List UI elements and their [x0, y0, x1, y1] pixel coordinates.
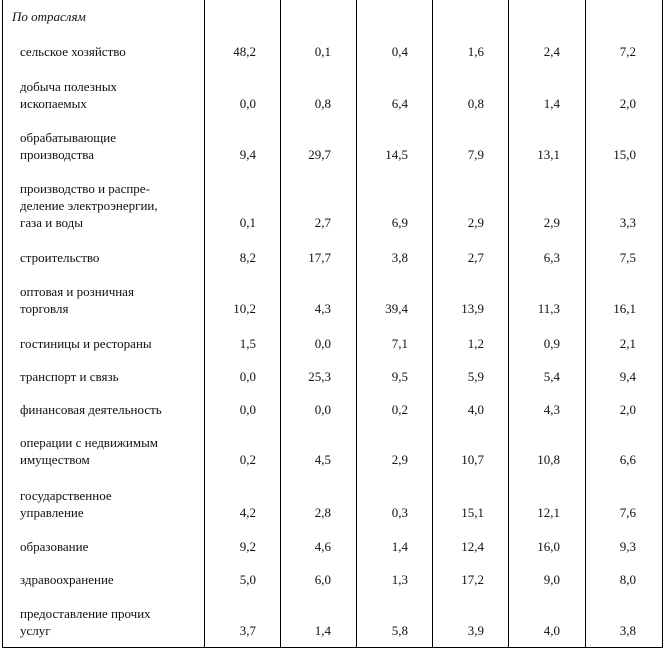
table-cell: 2,7 — [467, 250, 484, 265]
table-cell: 6,3 — [543, 250, 560, 265]
table-cell: 0,8 — [314, 96, 331, 111]
row-label: транспорт и связь — [20, 369, 119, 384]
row-label: производство и распре- — [20, 181, 150, 196]
table-cell: 0,0 — [239, 369, 256, 384]
table-cell: 5,8 — [391, 623, 408, 638]
table-cell: 17,2 — [461, 572, 484, 587]
table-cell: 0,0 — [239, 402, 256, 417]
table-cell: 10,2 — [233, 301, 256, 316]
table-cell: 9,5 — [391, 369, 408, 384]
table-cell: 2,1 — [619, 336, 636, 351]
table-cell: 12,4 — [461, 539, 484, 554]
table-cell: 5,9 — [467, 369, 484, 384]
table-cell: 4,0 — [543, 623, 560, 638]
row-label: торговля — [20, 301, 69, 316]
table-cell: 15,1 — [461, 505, 484, 520]
row-label: операции с недвижимым — [20, 435, 159, 450]
table-cell: 1,3 — [391, 572, 408, 587]
table-cell: 0,8 — [467, 96, 484, 111]
table-cell: 9,2 — [239, 539, 256, 554]
table-cell: 16,1 — [613, 301, 636, 316]
table-cell: 11,3 — [537, 301, 560, 316]
table-cell: 7,2 — [619, 44, 636, 59]
table-cell: 5,4 — [543, 369, 560, 384]
table-cell: 4,6 — [314, 539, 331, 554]
table-cell: 10,8 — [537, 452, 560, 467]
table-cell: 14,5 — [385, 147, 408, 162]
table-cell: 0,4 — [391, 44, 408, 59]
table-cell: 7,6 — [619, 505, 636, 520]
table-cell: 4,0 — [467, 402, 484, 417]
row-label: образование — [20, 539, 89, 554]
table-cell: 12,1 — [537, 505, 560, 520]
table-cell: 0,0 — [239, 96, 256, 111]
row-label: гостиницы и рестораны — [20, 336, 152, 351]
table-frame — [2, 0, 663, 648]
row-label: производства — [20, 147, 95, 162]
table-cell: 6,4 — [391, 96, 408, 111]
table-cell: 1,4 — [391, 539, 408, 554]
row-label: предоставление прочих — [20, 606, 151, 621]
row-label: услуг — [20, 623, 51, 638]
table-cell: 48,2 — [233, 44, 256, 59]
row-label: государственное — [20, 488, 112, 503]
table-cell: 10,7 — [461, 452, 484, 467]
table-cell: 2,9 — [391, 452, 408, 467]
table-cell: 2,9 — [467, 215, 484, 230]
section-header: По отраслям — [12, 9, 86, 24]
table-cell: 1,5 — [239, 336, 256, 351]
table-cell: 2,0 — [619, 96, 636, 111]
row-label: обрабатывающие — [20, 130, 117, 145]
row-label: строительство — [20, 250, 100, 265]
table-cell: 0,2 — [391, 402, 408, 417]
table-cell: 0,0 — [314, 336, 331, 351]
table-cell: 1,4 — [543, 96, 560, 111]
table-cell: 7,1 — [391, 336, 408, 351]
table-cell: 0,9 — [543, 336, 560, 351]
table-cell: 2,7 — [314, 215, 331, 230]
table-cell: 0,3 — [391, 505, 408, 520]
table-cell: 0,0 — [314, 402, 331, 417]
table-cell: 39,4 — [385, 301, 408, 316]
table-cell: 4,3 — [314, 301, 331, 316]
table-cell: 2,8 — [314, 505, 331, 520]
table-cell: 1,4 — [314, 623, 331, 638]
table-cell: 3,7 — [239, 623, 256, 638]
table-cell: 5,0 — [239, 572, 256, 587]
table-cell: 29,7 — [308, 147, 331, 162]
row-label: оптовая и розничная — [20, 284, 134, 299]
table-cell: 17,7 — [308, 250, 331, 265]
table-cell: 15,0 — [613, 147, 636, 162]
table-cell: 9,3 — [619, 539, 636, 554]
table-cell: 9,4 — [619, 369, 636, 384]
table-cell: 3,8 — [391, 250, 408, 265]
table-cell: 6,9 — [391, 215, 408, 230]
row-label: деление электроэнергии, — [20, 198, 158, 213]
table-cell: 4,5 — [314, 452, 331, 467]
row-label: управление — [20, 505, 84, 520]
table-cell: 0,1 — [314, 44, 331, 59]
table-cell: 13,1 — [537, 147, 560, 162]
table-cell: 8,0 — [619, 572, 636, 587]
table-cell: 3,3 — [619, 215, 636, 230]
table-cell: 7,9 — [467, 147, 484, 162]
table-cell: 25,3 — [308, 369, 331, 384]
table-cell: 16,0 — [537, 539, 560, 554]
table-cell: 0,1 — [239, 215, 256, 230]
row-label: финансовая деятельность — [20, 402, 162, 417]
table-cell: 13,9 — [461, 301, 484, 316]
table-cell: 3,9 — [467, 623, 484, 638]
table-cell: 8,2 — [239, 250, 256, 265]
row-label: здравоохранение — [20, 572, 114, 587]
row-label: ископаемых — [20, 96, 87, 111]
table-cell: 9,0 — [543, 572, 560, 587]
row-label: сельское хозяйство — [20, 44, 126, 59]
table-cell: 6,0 — [314, 572, 331, 587]
table-cell: 4,3 — [543, 402, 560, 417]
table-cell: 6,6 — [619, 452, 636, 467]
table-cell: 9,4 — [239, 147, 256, 162]
table-cell: 2,0 — [619, 402, 636, 417]
table-cell: 1,6 — [467, 44, 484, 59]
table-cell: 4,2 — [239, 505, 256, 520]
row-label: имуществом — [20, 452, 90, 467]
table-cell: 7,5 — [619, 250, 636, 265]
table-cell: 2,9 — [543, 215, 560, 230]
table-cell: 0,2 — [239, 452, 256, 467]
table-cell: 2,4 — [543, 44, 560, 59]
row-label: добыча полезных — [20, 79, 118, 94]
row-label: газа и воды — [20, 215, 83, 230]
table-cell: 3,8 — [619, 623, 636, 638]
table-cell: 1,2 — [467, 336, 484, 351]
